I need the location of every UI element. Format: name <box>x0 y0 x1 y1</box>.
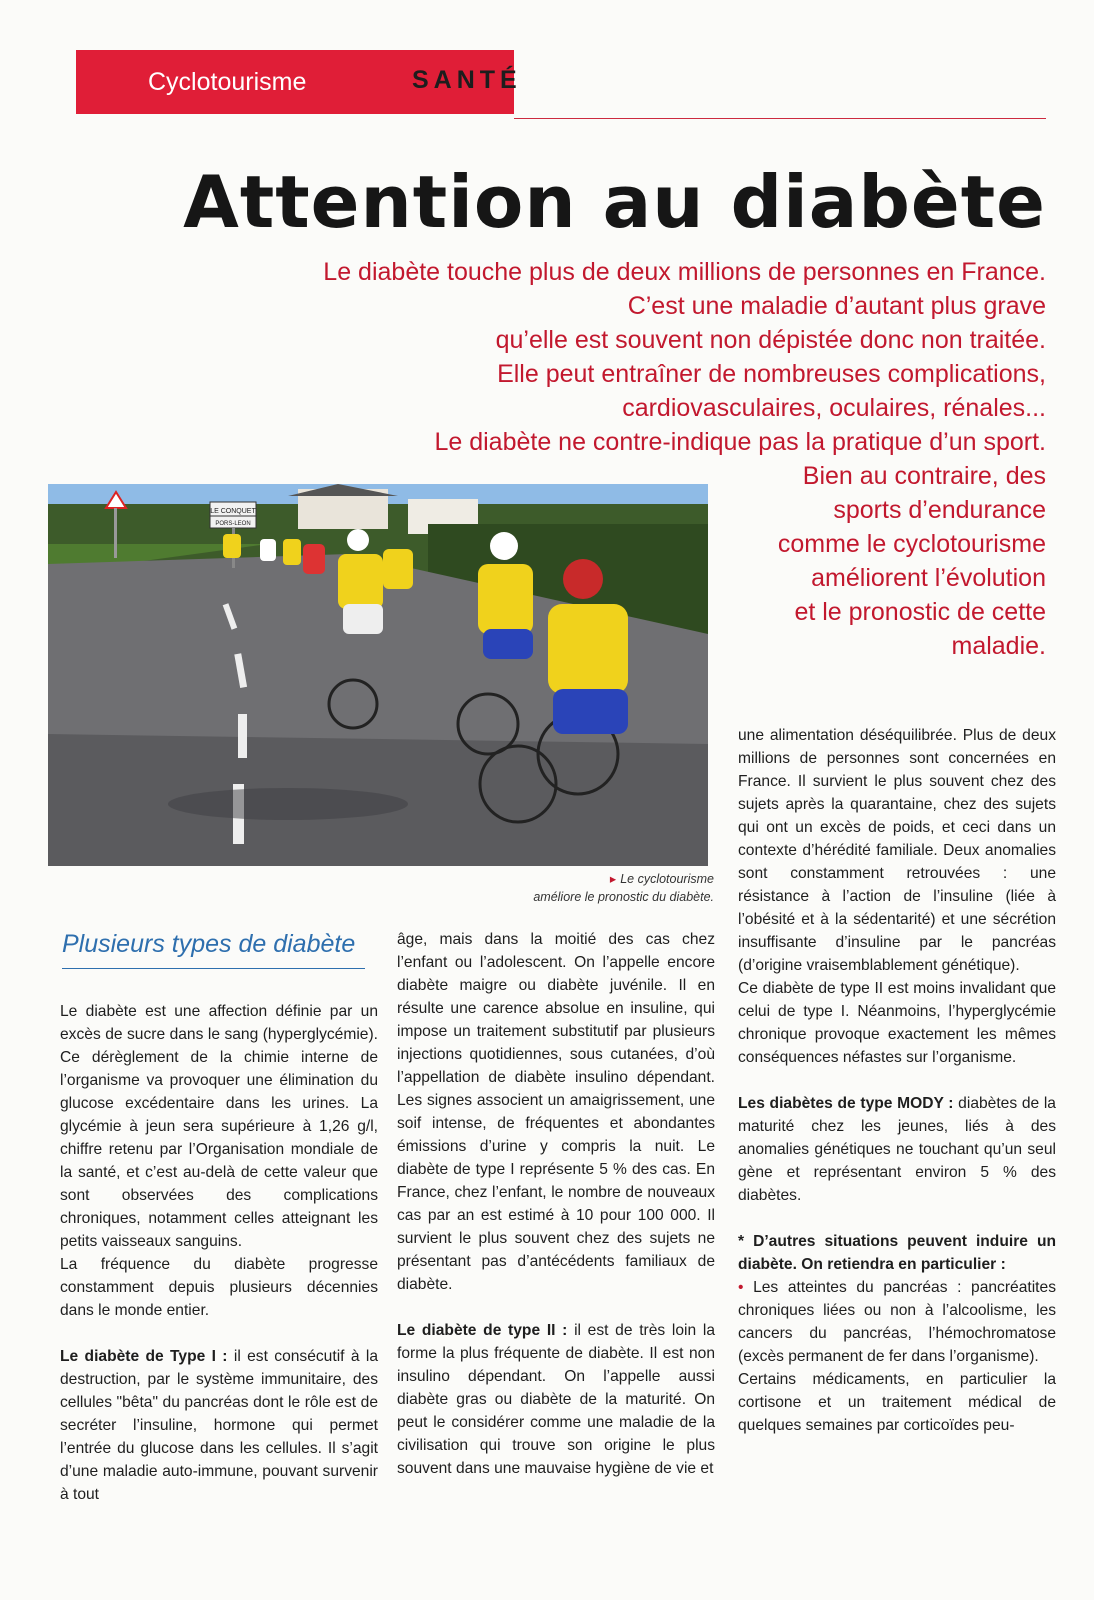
section-kicker-strong: SANTÉ <box>412 66 522 94</box>
lead-line: comme le cyclotourisme <box>777 530 1046 558</box>
cyclists-illustration <box>48 484 708 866</box>
type1-label: Le diabète de Type I : <box>60 1348 228 1365</box>
header-band <box>76 50 522 114</box>
section-heading: Plusieurs types de diabète <box>62 930 356 958</box>
header-rule <box>514 118 1046 119</box>
lead-line: Le diabète ne contre-indique pas la pratique d’un sport. <box>434 428 1046 456</box>
lead-line: Le diabète touche plus de deux millions de personnes en France. <box>323 258 1046 286</box>
type2-text: il est de très loin la forme la plus fréquente de diabète. Il est non insulino dépendant. On l’appelle aussi diabète gras ou diabète de la maturité. On peut le considérer comme une maladie de la civilisation qui trouve son origine le plus souvent dans une mauvaise hygiène de vie et <box>397 1322 715 1477</box>
paragraph: La fréquence du diabète progresse constamment depuis plusieurs décennies dans le monde entier. <box>60 1256 378 1319</box>
paragraph-type1 <box>60 1345 378 1506</box>
bullet-icon: • <box>738 1279 744 1296</box>
bullet-text: Les atteintes du pancréas : pancréatites chroniques liées ou non à l’alcoolisme, les cancers du pancréas, l’hémochromatose (excès permanent de fer dans l’organisme). <box>738 1279 1056 1365</box>
section-rule <box>62 968 365 969</box>
lead-line: sports d’endurance <box>833 496 1046 524</box>
caption-arrow-icon: ▸ <box>609 872 617 886</box>
type1-text: il est consécutif à la destruction, par le système immunitaire, des cellules "bêta" du pancréas dont le rôle est de secréter l’insuline, hormone qui permet l’entrée du glucose dans les cellules. Il s’agit d’une maladie auto-immune, pouvant survenir à tout <box>60 1348 378 1503</box>
type2-label: Le diabète de type II : <box>397 1322 568 1339</box>
paragraph: Ce diabète de type II est moins invalidant que celui de type I. Néanmoins, l’hyperglycémie chronique provoque exactement les mêmes conséquences néfastes sur l’organisme. <box>738 980 1056 1066</box>
lead-line: maladie. <box>951 632 1046 660</box>
paragraph: Le diabète est une affection définie par un excès de sucre dans le sang (hyperglycémie). Ce dérèglement de la chimie interne de l’organisme va provoquer une élimination du glucose excédentaire dans les urines. La glycémie à jeun sera supérieure à 1,26 g/l, chiffre retenu par l’Organisation mondiale de la santé, et c’est au-delà de cette valeur que sont observées des complications chroniques, notamment celles atteignant les petits vaisseaux sanguins. <box>60 1003 378 1250</box>
paragraph: âge, mais dans la moitié des cas chez l’enfant ou l’adolescent. On l’appelle encore diabète maigre ou diabète juvénile. Il en résulte une carence absolue en insuline, qui impose un traitement substitutif par plusieurs injections quotidiennes, sous cutanées, d’où l’appellation de diabète insulino dépendant. Les signes associent un amaigrissement, une soif intense, de fréquentes et abondantes émissions d’urine y compris la nuit. Le diabète de type I représente 5 % des cas. En France, chez l’enfant, le nombre de nouveaux cas par an est estimé à 10 pour 100 000. Il survient le plus souvent chez des sujets ne présentant pas d’antécédents familiaux de diabète. <box>397 931 715 1293</box>
cyclists-photo <box>48 484 708 866</box>
photo-caption <box>394 870 714 906</box>
town-sign-top: LE CONQUET <box>210 508 256 515</box>
paragraph: Certains médicaments, en particulier la cortisone et un traitement médical de quelques semaines par corticoïdes peu- <box>738 1371 1056 1434</box>
column-2 <box>397 928 715 1480</box>
article-title: Attention au diabète <box>183 160 1046 244</box>
lead-line: Elle peut entraîner de nombreuses complications, <box>497 360 1046 388</box>
bullet-item <box>738 1276 1056 1368</box>
lead-line: C’est une maladie d’autant plus grave <box>627 292 1046 320</box>
column-1 <box>60 1000 378 1506</box>
mody-label: Les diabètes de type MODY : <box>738 1095 954 1112</box>
caption-line-1: Le cyclotourisme <box>620 872 714 886</box>
mody-text: diabètes de la maturité chez les jeunes, liés à des anomalies génétiques ne touchant qu’un seul gène et représentant environ 5 % des diabètes. <box>738 1095 1056 1204</box>
lead-line: Bien au contraire, des <box>802 462 1046 490</box>
column-3 <box>738 724 1056 1437</box>
paragraph-mody <box>738 1092 1056 1207</box>
paragraph-type2 <box>397 1319 715 1480</box>
other-situations-heading: * D’autres situations peuvent induire un diabète. On retiendra en particulier : <box>738 1233 1056 1273</box>
lead-line: cardiovasculaires, oculaires, rénales... <box>622 394 1046 422</box>
lead-line: qu’elle est souvent non dépistée donc non traitée. <box>495 326 1046 354</box>
section-kicker: Cyclotourisme <box>148 68 307 96</box>
lead-line: et le pronostic de cette <box>794 598 1046 626</box>
town-sign-bottom: PORS-LEON <box>215 521 251 527</box>
lead-line: améliorent l’évolution <box>811 564 1046 592</box>
paragraph: une alimentation déséquilibrée. Plus de deux millions de personnes sont concernées en France. Il survient le plus souvent chez des sujets après la quarantaine, chez des sujets qui ont un excès de poids, et ceci dans un contexte d’hérédité familiale. Deux anomalies sont constamment retrouvées : une résistance à l’action de l’insuline (liée à l’obésité et à la sédentarité) et une sécrétion insuffisante d’insuline par le pancréas (d’origine vraisemblablement génétique). <box>738 727 1056 974</box>
caption-line-2: améliore le pronostic du diabète. <box>533 890 714 904</box>
